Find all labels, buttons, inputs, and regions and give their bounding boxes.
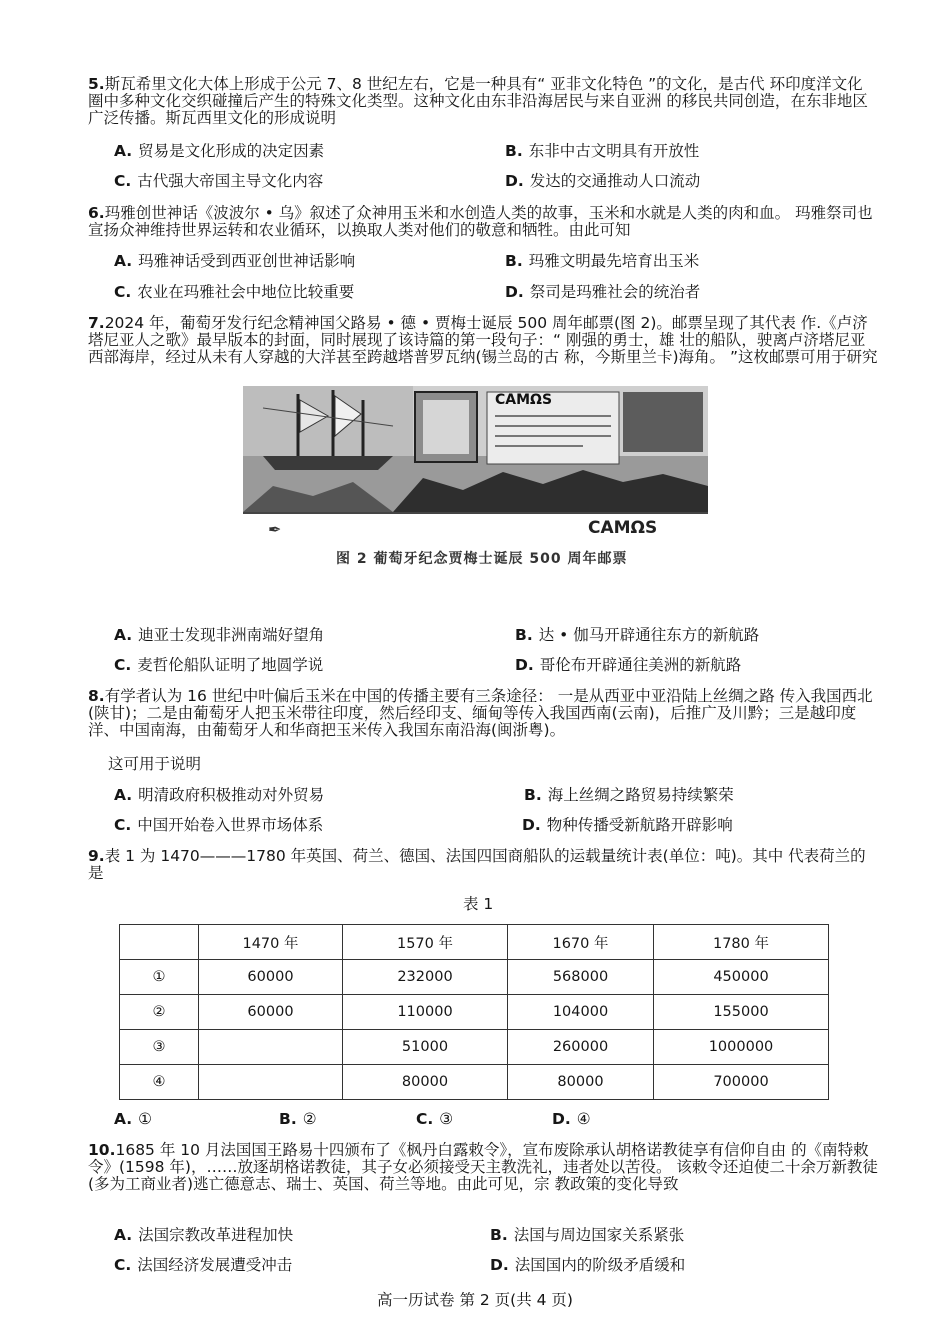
table-header-cell: 1470 年 [199,925,343,960]
table-cell: 1000000 [654,1030,829,1065]
stamp-illustration [243,386,708,512]
table-cell: ② [120,995,199,1030]
table-row [120,960,829,995]
table-header-cell: 1670 年 [508,925,654,960]
table-1-title: 表 1 [463,895,494,913]
q7-option-c[interactable]: C. 麦哲伦船队证明了地圆学说 [114,656,324,674]
table-1 [119,924,829,1100]
q10-option-b[interactable]: B. 法国与周边国家关系紧张 [490,1226,685,1244]
q6-option-c[interactable]: C. 农业在玛雅社会中地位比较重要 [114,283,355,301]
q7-option-a[interactable]: A. 迪亚士发现非洲南端好望角 [114,626,325,644]
q8-option-c[interactable]: C. 中国开始卷入世界市场体系 [114,816,324,834]
q10-option-d[interactable]: D. 法国国内的阶级矛盾缓和 [490,1256,686,1274]
q6-option-b[interactable]: B. 玛雅文明最先培育出玉米 [505,252,700,270]
q5-option-a[interactable]: A. 贸易是文化形成的决定因素 [114,142,325,160]
q6-option-d[interactable]: D. 祭司是玛雅社会的统治者 [505,283,701,301]
stamp-image [243,386,708,514]
q8-option-a[interactable]: A. 明清政府积极推动对外贸易 [114,786,325,804]
table-cell: 80000 [343,1065,508,1100]
table-cell: 60000 [199,960,343,995]
q5-option-c[interactable]: C. 古代强大帝国主导文化内容 [114,172,324,190]
question-5-stem: 5.斯瓦希里文化大体上形成于公元 7、8 世纪左右，它是一种具有“ 亚非文化特色 ”的文化，是古代 环印度洋文化圈中多种文化交织碰撞后产生的特殊文化类型。这种文化由东非沿海居民与来自亚洲 的移民共同创造，在东非地区广泛传播。斯瓦西里文化的形成说明 [88,75,868,127]
q10-option-c[interactable]: C. 法国经济发展遭受冲击 [114,1256,293,1274]
stamp-logo: CAMΩS [495,392,553,408]
q8-option-b[interactable]: B. 海上丝绸之路贸易持续繁荣 [524,786,734,804]
table-header-cell: 1780 年 [654,925,829,960]
q7-option-b[interactable]: B. 达 • 伽马开辟通往东方的新航路 [515,626,760,644]
table-cell [199,1030,343,1065]
table-cell: 260000 [508,1030,654,1065]
q7-option-d[interactable]: D. 哥伦布开辟通往美洲的新航路 [515,656,742,674]
table-cell: 155000 [654,995,829,1030]
table-row [120,1030,829,1065]
question-8-stem: 8.有学者认为 16 世纪中叶偏后玉米在中国的传播主要有三条途径： 一是从西亚中亚沿陆上丝绸之路 传入我国西北(陕甘)；二是由葡萄牙人把玉米带往印度，然后经印支、缅甸等传入我国西南(云南)，后推广及川黔；三是越印度洋、中国南海，由葡萄牙人和华商把玉米传入我国东南沿海(闽浙粤)。 [88,687,873,739]
q8-lead: 这可用于说明 [108,755,202,773]
q9-option-d[interactable]: D. ④ [552,1110,591,1128]
table-cell: ③ [120,1030,199,1065]
q9-option-c[interactable]: C. ③ [416,1110,454,1128]
q5-option-b[interactable]: B. 东非中古文明具有开放性 [505,142,700,160]
stamp-pen-mark: ✒ [268,520,282,539]
figure-2-caption: 图 2 葡萄牙纪念贾梅士诞辰 500 周年邮票 [336,551,628,567]
table-cell: ① [120,960,199,995]
q9-option-a[interactable]: A. ① [114,1110,153,1128]
table-cell: ④ [120,1065,199,1100]
table-cell: 232000 [343,960,508,995]
table-cell: 700000 [654,1065,829,1100]
stamp-logo-bottom: CAMΩS [588,518,658,538]
table-cell: 80000 [508,1065,654,1100]
table-header-cell [120,925,199,960]
page-footer: 高一历试卷 第 2 页(共 4 页) [377,1291,573,1309]
table-header-row [120,925,829,960]
q8-option-d[interactable]: D. 物种传播受新航路开辟影响 [522,816,733,834]
table-cell: 104000 [508,995,654,1030]
table-row [120,1065,829,1100]
question-6-stem: 6.玛雅创世神话《波波尔 • 乌》叙述了众神用玉米和水创造人类的故事，玉米和水就是人类的肉和血。 玛雅祭司也宣扬众神维持世界运转和农业循环，以换取人类对他们的敬意和牺牲。由此可知 [88,204,873,239]
q5-option-d[interactable]: D. 发达的交通推动人口流动 [505,172,701,190]
q6-option-a[interactable]: A. 玛雅神话受到西亚创世神话影响 [114,252,356,270]
question-9-stem: 9.表 1 为 1470———1780 年英国、荷兰、德国、法国四国商船队的运载量统计表(单位：吨)。其中 代表荷兰的是 [88,847,866,882]
table-cell: 568000 [508,960,654,995]
table-cell: 110000 [343,995,508,1030]
q10-option-a[interactable]: A. 法国宗教改革进程加快 [114,1226,294,1244]
table-header-cell: 1570 年 [343,925,508,960]
table-cell: 450000 [654,960,829,995]
table-cell: 51000 [343,1030,508,1065]
question-7-stem: 7.2024 年，葡萄牙发行纪念精神国父路易 • 德 • 贾梅士诞辰 500 周年邮票(图 2)。邮票呈现了其代表 作.《卢济塔尼亚人之歌》最早版本的封面，同时展现了该诗篇的第一段句子：“ 刚强的勇士，雄 壮的船队，驶离卢济塔尼亚西部海岸，经过从未有人穿越的大洋甚至跨越塔普罗瓦纳(锡兰岛的古 称，今斯里兰卡)海角。 ”这枚邮票可用于研究 [88,314,878,366]
q9-option-b[interactable]: B. ② [279,1110,317,1128]
question-10-stem: 10.1685 年 10 月法国国王路易十四颁布了《枫丹白露敕令》，宣布废除承认胡格诺教徒享有信仰自由 的《南特敕令》(1598 年)，……放逐胡格诺教徒，其子女必须接受天主教洗礼，违者处以苦役。 该敕令还迫使二十余万新教徒(多为工商业者)逃亡德意志、瑞士、英国、荷兰等地。由此可见，宗 教政策的变化导致 [88,1141,878,1193]
table-row [120,995,829,1030]
table-cell [199,1065,343,1100]
table-cell: 60000 [199,995,343,1030]
